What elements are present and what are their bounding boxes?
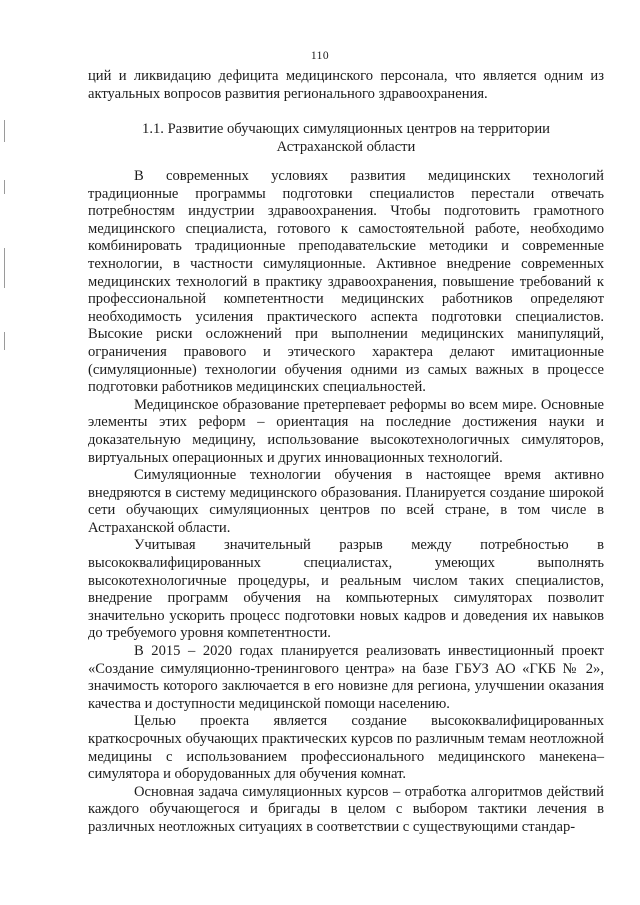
paragraph: Симуляционные технологии обучения в настоящее время активно внедряются в систему медицинского образования. Планируется создание широкой сети обучающих симуляционных центров по всей стране, в том числе в Астраханской области. (88, 467, 604, 536)
binding-edge-marks (2, 120, 8, 420)
paragraph: Целью проекта является создание высококвалифицированных краткосрочных обучающих практических курсов по различным темам неотложной медицины с использованием профессионального медицинского манекена– симулятора и оборудованных для обучения комнат. (88, 713, 604, 783)
continuation-paragraph (88, 68, 604, 103)
paragraph: В 2015 – 2020 годах планируется реализовать инвестиционный проект «Создание симуляционно-тренингового центра» на базе ГБУЗ АО «ГКБ № 2», значимость которого заключается в его новизне для региона, улучшении оказания качества и доступности медицинской помощи населению. (88, 643, 604, 712)
section-heading-line-1: 1.1. Развитие обучающих симуляционных центров на территории (142, 121, 550, 137)
page-number: 110 (310, 50, 330, 62)
section-heading-line-2: Астраханской области (276, 139, 416, 155)
paragraph: Медицинское образование претерпевает реформы во всем мире. Основные элементы этих реформ – ориентация на последние достижения науки и доказательную медицину, использование высокотехнологичных симуляторов, виртуальных операционных и других инновационных технологий. (88, 396, 604, 466)
paragraph: Учитывая значительный разрыв между потребностью в высококвалифицированных специалистах, умеющих выполнять высокотехнологичные процедуры, и реальным числом таких специалистов, внедрение программ обучения на компьютерных симуляторах позволит значительно ускорить процесс подготовки новых кадров и доведения их навыков до требуемого уровня компетентности. (88, 537, 604, 642)
paragraph: В современных условиях развития медицинских технологий традиционные программы подготовки специалистов перестали отвечать потребностям индустрии здравоохранения. Чтобы подготовить грамотного медицинского специалиста, готового к самостоятельной работе, необходимо комбинировать традиционные преподавательские методики и современные технологии, в частности симуляционные. Активное внедрение современных медицинских технологий в практику здравоохранения, повышение требований к профессиональной компетентности медицинских работников определяют необходимость усиления практического аспекта подготовки специалистов. Высокие риски осложнений при выполнении медицинских манипуляций, ограничения правового и этического характера делают имитационные (симуляционные) технологии обучения одними из самых важных в процессе подготовки работников медицинских специальностей. (88, 168, 604, 396)
paragraph: Основная задача симуляционных курсов – отработка алгоритмов действий каждого обучающегося и бригады в целом с выбором тактики лечения в различных неотложных ситуациях в соответствии с существующими стандар- (88, 783, 604, 835)
continuation-text: ций и ликвидацию дефицита медицинского персонала, что является одним из актуальных вопросов развития регионального здравоохранения. (88, 68, 604, 102)
section-body (88, 168, 604, 837)
section-heading (88, 120, 604, 156)
